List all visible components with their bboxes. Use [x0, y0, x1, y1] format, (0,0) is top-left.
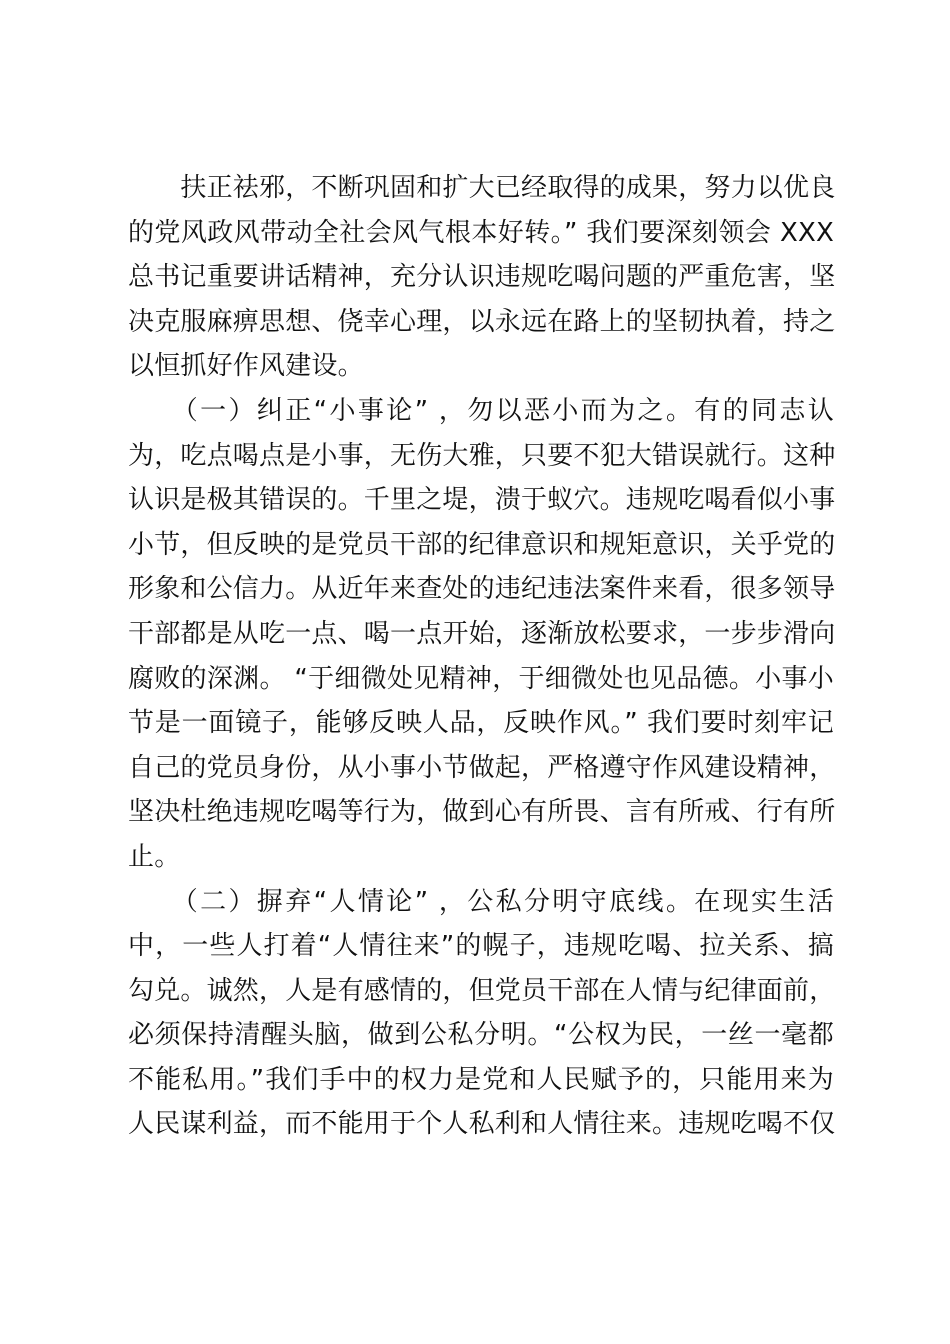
text-line: 为，吃点喝点是小事，无伤大雅，只要不犯大错误就行。这种	[128, 440, 836, 471]
text-line: 以恒抓好作风建设。	[128, 351, 364, 382]
text-line: 勾兑。诚然，人是有感情的，但党员干部在人情与纪律面前，	[128, 975, 836, 1006]
text-line: 必须保持清醒头脑，做到公私分明。“公权为民，一丝一毫都	[128, 1020, 834, 1051]
text-line: 坚决杜绝违规吃喝等行为，做到心有所畏、言有所戒、行有所	[128, 797, 836, 828]
text-line: 干部都是从吃一点、喝一点开始，逐渐放松要求，一步步滑向	[128, 618, 836, 649]
text-line: 人民谋利益，而不能用于个人私利和人情往来。违规吃喝不仅	[128, 1109, 836, 1140]
text-line: （一）纠正“小事论” ，勿以恶小而为之。有的同志认	[128, 395, 834, 426]
text-line: 认识是极其错误的。千里之堤，溃于蚁穴。违规吃喝看似小事	[128, 485, 836, 516]
text-line: 中，一些人打着“人情往来”的幌子，违规吃喝、拉关系、搞	[128, 931, 834, 962]
text-line: （二）摒弃“人情论” ，公私分明守底线。在现实生活	[128, 886, 834, 917]
text-line: 自己的党员身份，从小事小节做起，严格遵守作风建设精神，	[128, 752, 836, 783]
text-line: 决克服麻痹思想、侥幸心理，以永远在路上的坚韧执着，持之	[128, 306, 836, 337]
text-line: 腐败的深渊。 “于细微处见精神，于细微处也见品德。小事小	[128, 663, 834, 694]
text-line: 不能私用。”我们手中的权力是党和人民赋予的，只能用来为	[128, 1064, 834, 1095]
text-line: 小节，但反映的是党员干部的纪律意识和规矩意识，关乎党的	[128, 529, 836, 560]
text-line: 节是一面镜子，能够反映人品，反映作风。” 我们要时刻牢记	[128, 708, 834, 739]
text-line: 形象和公信力。从近年来查处的违纪违法案件来看，很多领导	[128, 574, 836, 605]
text-line: 扶正祛邪，不断巩固和扩大已经取得的成果，努力以优良	[128, 173, 836, 203]
text-line: 的党风政风带动全社会风气根本好转。” 我们要深刻领会 XXX	[128, 217, 834, 248]
text-line: 止。	[128, 841, 181, 872]
body-text	[128, 166, 834, 1147]
text-line: 总书记重要讲话精神，充分认识违规吃喝问题的严重危害，坚	[128, 262, 836, 293]
